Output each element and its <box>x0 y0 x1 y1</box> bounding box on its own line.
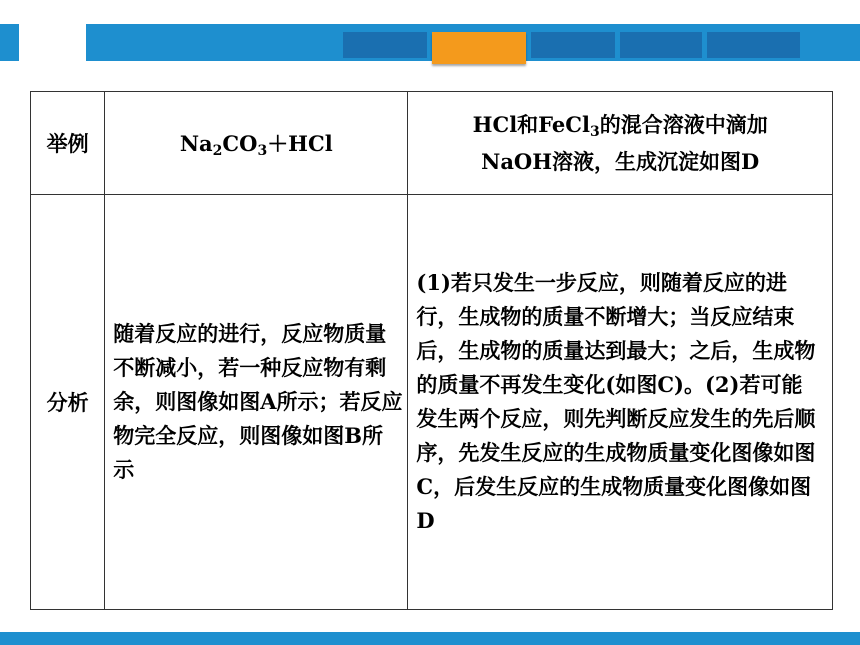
top-bar-segment-3 <box>531 32 615 58</box>
header-example-label: 举例 <box>31 92 105 195</box>
header-reaction-na2co3-hcl: $Na_2CO_3+HCl$ <box>105 92 408 195</box>
top-bar-left-block <box>0 24 19 61</box>
bottom-bar <box>0 632 860 645</box>
comparison-table <box>30 91 833 610</box>
body-analysis-label: 分析 <box>31 195 105 610</box>
analysis-na2co3-text: 随着反应的进行，反应物质量不断减小，若一种反应物有剩余，则图像如图A所示；若反应物完全反应，则图像如图B所示 <box>105 195 408 610</box>
top-bar-active-segment <box>432 32 526 64</box>
analysis-fecl3-text: (1)若只发生一步反应，则随着反应的进行，生成物的质量不断增大；当反应结束后，生成物的质量达到最大；之后，生成物的质量不再发生变化(如图C)。(2)若可能发生两个反应，则先判断反应发生的先后顺序，先发生反应的生成物质量变化图像如图C，后发生反应的生成物质量变化图像如图D <box>408 195 833 610</box>
top-bar-segment-1 <box>343 32 427 58</box>
top-bar-segment-4 <box>620 32 702 58</box>
header-reaction-hcl-fecl3: HCl和FeCl$_3$的混合溶液中滴加 NaOH溶液，生成沉淀如图D <box>408 92 833 195</box>
table-header-row <box>31 92 833 195</box>
top-bar-segment-5 <box>707 32 800 58</box>
table-body-row <box>31 195 833 610</box>
